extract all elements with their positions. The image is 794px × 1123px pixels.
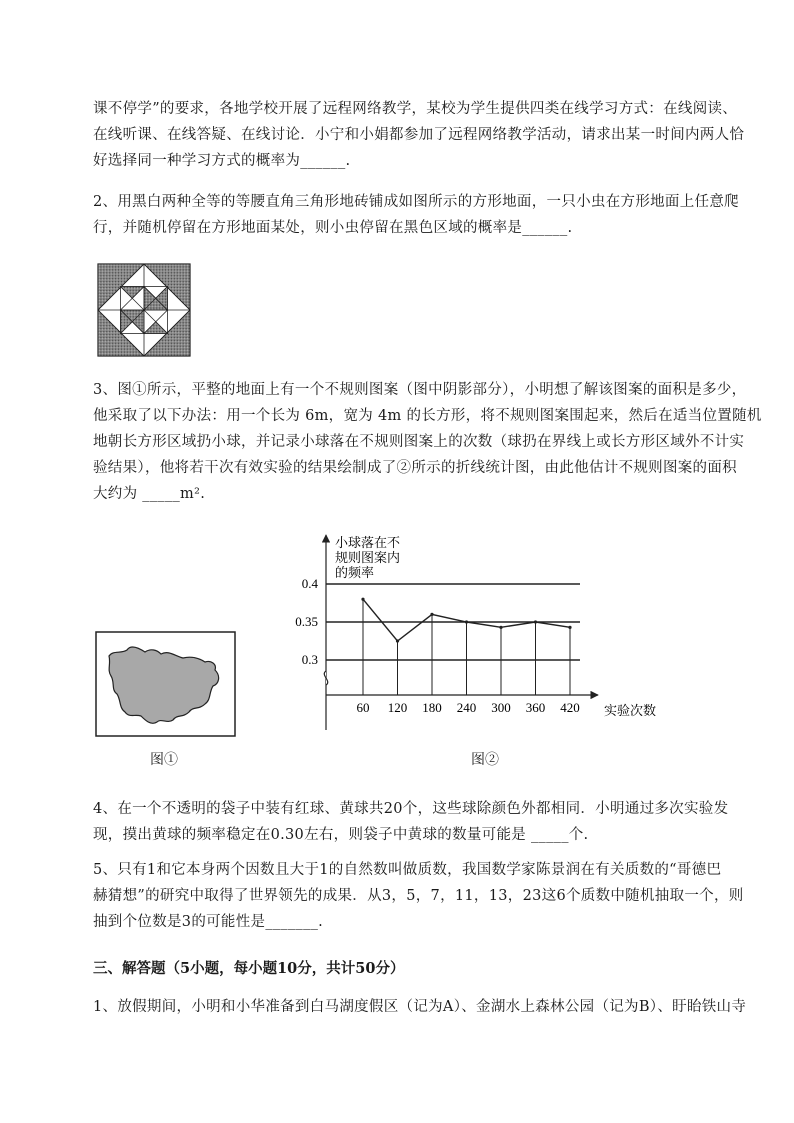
question-5 — [93, 857, 744, 935]
text-line: 大约为 _____m². — [93, 486, 206, 502]
data-point — [534, 620, 537, 623]
text-line: 课不停学”的要求，各地学校开展了远程网络教学，某校为学生提供四类在线学习方式：在线阅读、 — [93, 101, 738, 117]
question-2 — [93, 189, 739, 241]
data-point — [499, 626, 502, 629]
section-3-heading: 三、解答题（5小题，每小题10分，共计50分） — [93, 960, 405, 977]
tile-floor-figure — [97, 263, 191, 357]
x-axis-label: 实验次数 — [604, 703, 657, 718]
x-tick-label: 180 — [422, 700, 442, 715]
figure-1-caption: 图① — [150, 752, 178, 768]
section-3-question-1 — [93, 994, 747, 1020]
text-line: 现，摸出黄球的频率稳定在0.30左右，则袋子中黄球的数量可能是 _____个. — [93, 827, 589, 843]
text-line: 地朝长方形区域扔小球，并记录小球落在不规则图案上的次数（球扔在界线上或长方形区域外不计实 — [93, 434, 745, 450]
data-point — [465, 620, 468, 623]
text-line: 验结果），他将若干次有效实验的结果绘制成了②所示的折线统计图，由此他估计不规则图案的面积 — [93, 460, 737, 476]
figure-1-irregular-shape — [95, 630, 237, 740]
text-line: 赫猜想”的研究中取得了世界领先的成果．从3，5，7，11，13，23这6个质数中随机抽取一个，则 — [93, 888, 744, 904]
text-line: 4、在一个不透明的袋子中装有红球、黄球共20个，这些球除颜色外都相同．小明通过多次实验发 — [93, 801, 729, 817]
intro-paragraph — [93, 96, 745, 174]
data-point — [568, 626, 571, 629]
x-tick-label: 300 — [491, 700, 511, 715]
y-axis-label-line-2: 规则图案内 — [335, 550, 401, 565]
text-line: 1、放假期间，小明和小华准备到白马湖度假区（记为A）、金湖水上森林公园（记为B）、盱眙铁山寺 — [93, 999, 747, 1015]
text-line: 2、用黑白两种全等的等腰直角三角形地砖铺成如图所示的方形地面，一只小虫在方形地面上任意爬 — [93, 194, 739, 210]
x-tick-label: 360 — [525, 700, 546, 715]
x-tick-label: 420 — [560, 700, 580, 715]
text-line: 5、只有1和它本身两个因数且大于1的自然数叫做质数，我国数学家陈景润在有关质数的“哥德巴 — [93, 862, 722, 878]
data-point — [430, 613, 433, 616]
question-3 — [93, 377, 762, 507]
figure-2-caption: 图② — [471, 752, 499, 768]
text-line: 他采取了以下办法：用一个长为 6m，宽为 4m 的长方形，将不规则图案围起来，然后在适当位置随机 — [93, 408, 762, 424]
y-tick-label: 0.3 — [301, 652, 318, 667]
data-point — [361, 598, 364, 601]
x-tick-label: 60 — [356, 700, 370, 715]
y-tick-label: 0.35 — [295, 614, 318, 629]
data-point — [396, 639, 399, 642]
text-line: 3、图①所示，平整的地面上有一个不规则图案（图中阴影部分），小明想了解该图案的面积是多少， — [93, 382, 747, 398]
y-axis-label-line-3: 的频率 — [335, 565, 375, 580]
text-line: 好选择同一种学习方式的概率为______. — [93, 153, 351, 169]
text-line: 行，并随机停留在方形地面某处，则小虫停留在黑色区域的概率是______. — [93, 220, 573, 236]
y-axis-label-line-1: 小球落在不 — [335, 535, 401, 550]
y-tick-label: 0.4 — [301, 576, 318, 591]
axis-break — [324, 671, 327, 685]
frequency-line-chart — [280, 525, 680, 755]
x-tick-label: 240 — [456, 700, 477, 715]
text-line: 抽到个位数是3的可能性是_______. — [93, 914, 324, 930]
x-tick-label: 120 — [387, 700, 408, 715]
text-line: 在线听课、在线答疑、在线讨论．小宁和小娟都参加了远程网络教学活动，请求出某一时间内两人恰 — [93, 127, 745, 143]
question-4 — [93, 796, 729, 848]
